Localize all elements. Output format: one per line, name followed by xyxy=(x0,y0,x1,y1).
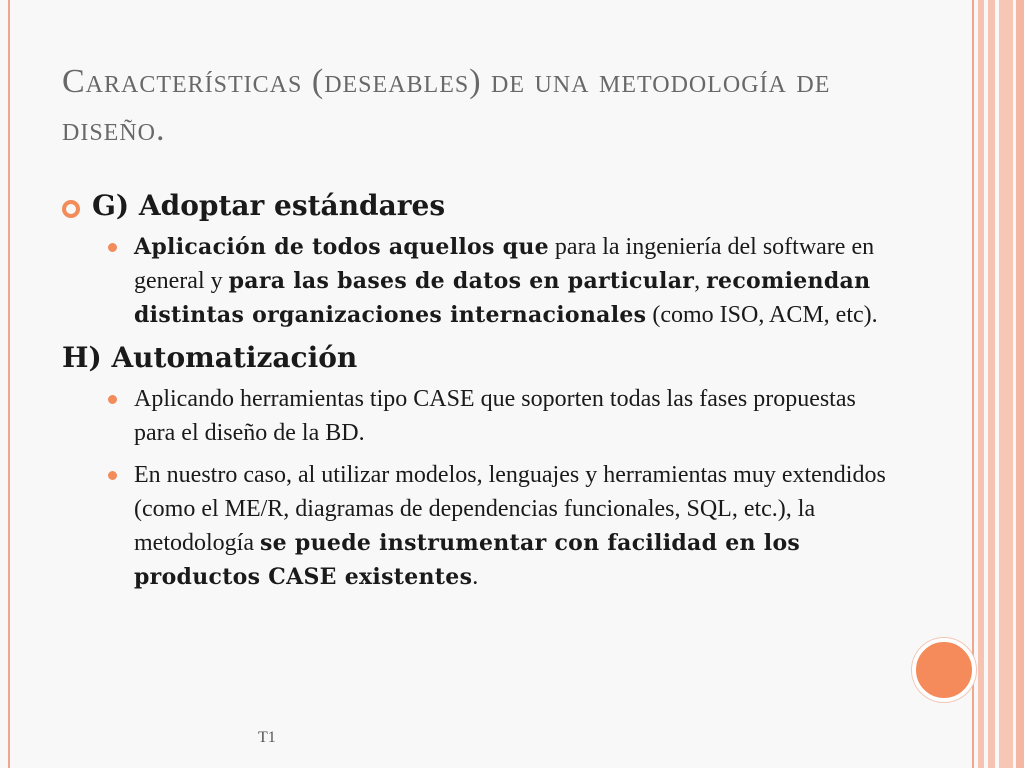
list-item xyxy=(134,382,894,450)
bullet-dot-icon xyxy=(108,395,117,404)
decor-stripe xyxy=(988,0,995,768)
item-text-bold: Aplicación de todos aquellos que xyxy=(134,234,549,260)
section-heading-text: H) Automatización xyxy=(62,341,358,374)
decor-stripe xyxy=(978,0,984,768)
bullet-dot-icon xyxy=(108,471,117,480)
bullet-dot-icon xyxy=(108,243,117,252)
list-item xyxy=(134,458,894,594)
ring-bullet-icon xyxy=(62,200,80,218)
section-heading xyxy=(62,188,882,224)
item-text-bold: se puede instrumentar con facilidad en los productos CASE existentes xyxy=(134,530,801,590)
item-text-bold: para las bases de datos en particular xyxy=(228,268,695,294)
item-text: , xyxy=(694,268,707,294)
item-text-bold: recomiendan distintas organizaciones internacionales xyxy=(134,268,871,328)
item-text: para la ingeniería del software en general y xyxy=(134,234,875,294)
slide-content xyxy=(62,188,886,602)
section-heading xyxy=(62,340,882,376)
decorative-circle xyxy=(912,638,976,702)
decor-stripe xyxy=(1016,0,1024,768)
slide-footer: T1 xyxy=(258,729,276,746)
item-text: Aplicando herramientas tipo CASE que soporten todas las fases propuestas para el diseño de la BD. xyxy=(134,386,856,446)
item-text: (como ISO, ACM, etc). xyxy=(646,302,878,328)
section-heading-text: G) Adoptar estándares xyxy=(92,189,446,222)
decor-stripe xyxy=(999,0,1013,768)
item-text: . xyxy=(472,564,479,590)
list-item xyxy=(134,230,894,332)
slide-title: Características (deseables) de una metodología de diseño. xyxy=(62,63,831,148)
item-text: En nuestro caso, al utilizar modelos, lenguajes y herramientas muy extendidos (como el ME/R, diagramas de dependencias funcionales, SQL, etc.), la metodología xyxy=(134,462,886,556)
